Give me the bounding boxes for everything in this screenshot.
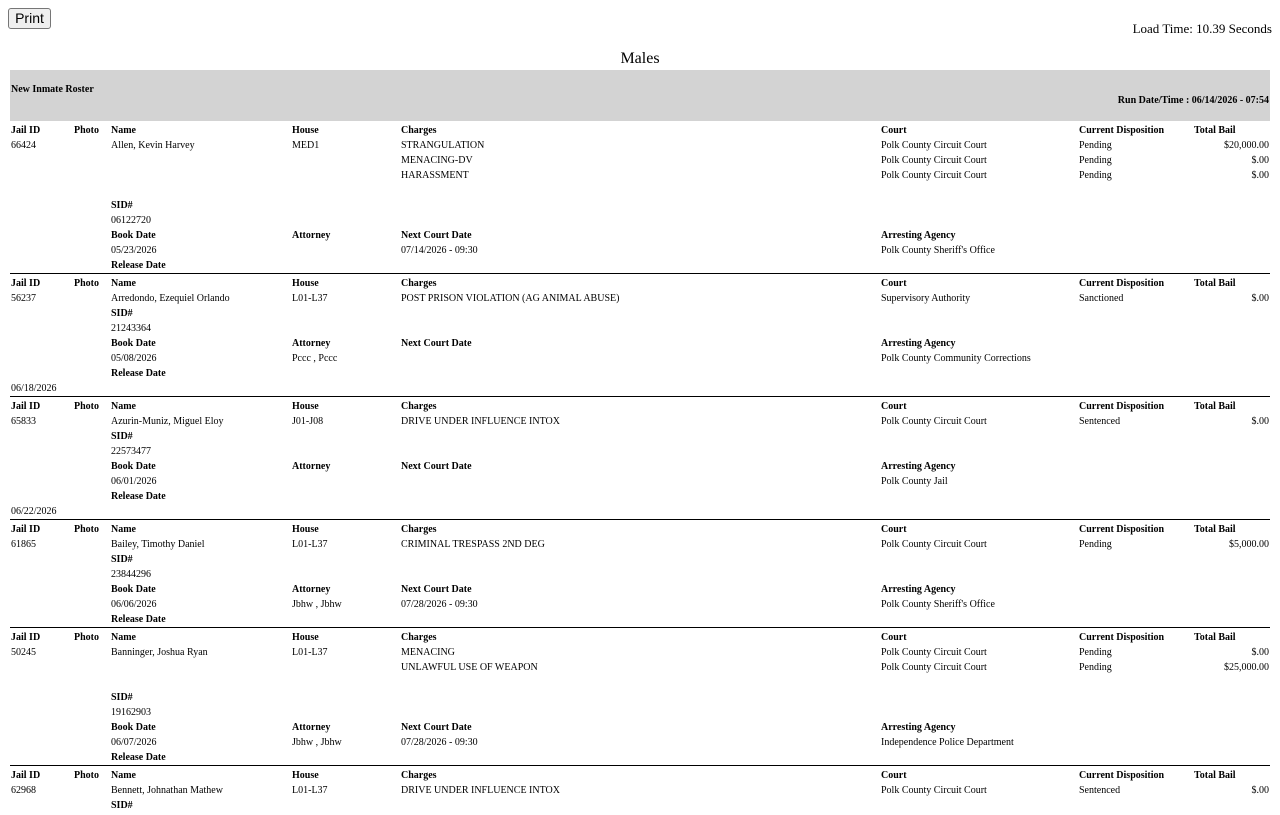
arresting-agency-header: Arresting Agency xyxy=(881,584,956,595)
sid: 21243364 xyxy=(111,323,151,334)
inmate-name: Bailey, Timothy Daniel xyxy=(111,539,205,550)
bail-amount: $25,000.00 xyxy=(1224,662,1269,673)
sid-header: SID# xyxy=(111,554,133,565)
release-date-header: Release Date xyxy=(111,614,166,625)
court-header: Court xyxy=(881,632,907,643)
charge: MENACING xyxy=(401,647,455,658)
court-header: Court xyxy=(881,278,907,289)
inmate-record xyxy=(10,627,1270,765)
arresting-agency: Polk County Sheriff's Office xyxy=(881,599,995,610)
next-court-date-header: Next Court Date xyxy=(401,584,472,595)
roster-title: New Inmate Roster xyxy=(11,84,94,95)
total-bail-header: Total Bail xyxy=(1194,632,1236,643)
arresting-agency-header: Arresting Agency xyxy=(881,230,956,241)
house: MED1 xyxy=(292,140,320,151)
jail-id-header: Jail ID xyxy=(11,524,41,535)
sid-header: SID# xyxy=(111,431,133,442)
house: L01-L37 xyxy=(292,647,328,658)
bail-amount: $.00 xyxy=(1251,170,1269,181)
arresting-agency: Independence Police Department xyxy=(881,737,1014,748)
charges-header: Charges xyxy=(401,524,437,535)
disposition: Sanctioned xyxy=(1079,293,1124,304)
inmate-name: Banninger, Joshua Ryan xyxy=(111,647,208,658)
house-header: House xyxy=(292,770,319,781)
inmate-name: Bennett, Johnathan Mathew xyxy=(111,785,223,796)
court: Polk County Circuit Court xyxy=(881,170,987,181)
photo-header: Photo xyxy=(74,770,99,781)
disposition: Pending xyxy=(1079,662,1112,673)
load-time: Load Time: 10.39 Seconds xyxy=(1132,21,1272,36)
attorney: Pccc , Pccc xyxy=(292,353,338,364)
arresting-agency-header: Arresting Agency xyxy=(881,722,956,733)
photo-header: Photo xyxy=(74,278,99,289)
charge: MENACING-DV xyxy=(401,155,473,166)
house-header: House xyxy=(292,401,319,412)
disposition: Pending xyxy=(1079,539,1112,550)
release-date: 06/18/2026 xyxy=(11,383,57,394)
court: Polk County Circuit Court xyxy=(881,539,987,550)
court: Polk County Circuit Court xyxy=(881,785,987,796)
sid-header: SID# xyxy=(111,200,133,211)
charge: CRIMINAL TRESPASS 2ND DEG xyxy=(401,539,545,550)
disposition-header: Current Disposition xyxy=(1079,770,1165,781)
next-court-date-header: Next Court Date xyxy=(401,461,472,472)
jail-id: 65833 xyxy=(11,416,36,427)
house: L01-L37 xyxy=(292,539,328,550)
total-bail-header: Total Bail xyxy=(1194,278,1236,289)
disposition-header: Current Disposition xyxy=(1079,632,1165,643)
bail-amount: $.00 xyxy=(1251,416,1269,427)
disposition: Pending xyxy=(1079,155,1112,166)
photo-header: Photo xyxy=(74,401,99,412)
charges-header: Charges xyxy=(401,632,437,643)
book-date-header: Book Date xyxy=(111,230,156,241)
jail-id-header: Jail ID xyxy=(11,125,41,136)
court-header: Court xyxy=(881,770,907,781)
arresting-agency: Polk County Community Corrections xyxy=(881,353,1031,364)
charge: HARASSMENT xyxy=(401,170,469,181)
bail-amount: $.00 xyxy=(1251,647,1269,658)
disposition: Pending xyxy=(1079,647,1112,658)
bail-amount: $.00 xyxy=(1251,785,1269,796)
release-date-header: Release Date xyxy=(111,752,166,763)
arresting-agency-header: Arresting Agency xyxy=(881,461,956,472)
next-court-date-header: Next Court Date xyxy=(401,722,472,733)
house: L01-L37 xyxy=(292,785,328,796)
attorney-header: Attorney xyxy=(292,722,331,733)
charge: DRIVE UNDER INFLUENCE INTOX xyxy=(401,416,560,427)
run-date-time xyxy=(1118,95,1269,106)
house: J01-J08 xyxy=(292,416,324,427)
name-header: Name xyxy=(111,278,136,289)
charges-header: Charges xyxy=(401,770,437,781)
book-date-header: Book Date xyxy=(111,584,156,595)
inmate-record xyxy=(10,519,1270,627)
release-date-header: Release Date xyxy=(111,260,166,271)
next-court-date: 07/28/2026 - 09:30 xyxy=(401,737,478,748)
book-date-header: Book Date xyxy=(111,338,156,349)
charge: DRIVE UNDER INFLUENCE INTOX xyxy=(401,785,560,796)
page-title: Males xyxy=(620,50,660,67)
book-date: 06/06/2026 xyxy=(111,599,157,610)
court: Polk County Circuit Court xyxy=(881,155,987,166)
sid-header: SID# xyxy=(111,692,133,703)
photo-header: Photo xyxy=(74,125,99,136)
attorney-header: Attorney xyxy=(292,338,331,349)
photo-header: Photo xyxy=(74,524,99,535)
total-bail-header: Total Bail xyxy=(1194,524,1236,535)
inmate-record xyxy=(10,273,1270,396)
name-header: Name xyxy=(111,125,136,136)
house-header: House xyxy=(292,125,319,136)
attorney-header: Attorney xyxy=(292,461,331,472)
roster-banner xyxy=(10,70,1270,121)
bail-amount: $20,000.00 xyxy=(1224,140,1269,151)
book-date: 06/07/2026 xyxy=(111,737,157,748)
charges-header: Charges xyxy=(401,278,437,289)
jail-id-header: Jail ID xyxy=(11,401,41,412)
name-header: Name xyxy=(111,632,136,643)
total-bail-header: Total Bail xyxy=(1194,401,1236,412)
jail-id-header: Jail ID xyxy=(11,770,41,781)
court: Supervisory Authority xyxy=(881,293,971,304)
book-date-header: Book Date xyxy=(111,461,156,472)
charges-header: Charges xyxy=(401,125,437,136)
court: Polk County Circuit Court xyxy=(881,662,987,673)
house-header: House xyxy=(292,524,319,535)
disposition: Pending xyxy=(1079,170,1112,181)
book-date-header: Book Date xyxy=(111,722,156,733)
inmate-record xyxy=(10,396,1270,519)
house: L01-L37 xyxy=(292,293,328,304)
disposition-header: Current Disposition xyxy=(1079,278,1165,289)
name-header: Name xyxy=(111,524,136,535)
next-court-date: 07/28/2026 - 09:30 xyxy=(401,599,478,610)
name-header: Name xyxy=(111,401,136,412)
jail-id: 56237 xyxy=(11,293,36,304)
court-header: Court xyxy=(881,125,907,136)
disposition: Sentenced xyxy=(1079,416,1121,427)
arresting-agency: Polk County Sheriff's Office xyxy=(881,245,995,256)
jail-id: 50245 xyxy=(11,647,36,658)
total-bail-header: Total Bail xyxy=(1194,125,1236,136)
charges-header: Charges xyxy=(401,401,437,412)
next-court-date: 07/14/2026 - 09:30 xyxy=(401,245,478,256)
sid: 23844296 xyxy=(111,569,151,580)
charge: POST PRISON VIOLATION (AG ANIMAL ABUSE) xyxy=(401,293,620,304)
photo-header: Photo xyxy=(74,632,99,643)
run-date-label: Run Date/Time : xyxy=(1117,95,1192,106)
arresting-agency: Polk County Jail xyxy=(881,476,948,487)
house-header: House xyxy=(292,278,319,289)
inmate-name: Allen, Kevin Harvey xyxy=(111,140,195,151)
next-court-date-header: Next Court Date xyxy=(401,338,472,349)
court: Polk County Circuit Court xyxy=(881,647,987,658)
jail-id: 61865 xyxy=(11,539,36,550)
attorney: Jbhw , Jbhw xyxy=(292,599,342,610)
sid: 06122720 xyxy=(111,215,151,226)
bail-amount: $5,000.00 xyxy=(1229,539,1269,550)
release-date: 06/22/2026 xyxy=(11,506,57,517)
jail-id: 62968 xyxy=(11,785,36,796)
inmate-record xyxy=(10,765,1270,815)
sid: 19162903 xyxy=(111,707,151,718)
sid-header: SID# xyxy=(111,308,133,319)
inmate-record xyxy=(10,121,1270,273)
jail-id-header: Jail ID xyxy=(11,632,41,643)
charge: STRANGULATION xyxy=(401,140,485,151)
attorney-header: Attorney xyxy=(292,230,331,241)
book-date: 06/01/2026 xyxy=(111,476,157,487)
total-bail-header: Total Bail xyxy=(1194,770,1236,781)
disposition: Sentenced xyxy=(1079,785,1121,796)
attorney: Jbhw , Jbhw xyxy=(292,737,342,748)
court: Polk County Circuit Court xyxy=(881,416,987,427)
bail-amount: $.00 xyxy=(1251,155,1269,166)
inmate-name: Arredondo, Ezequiel Orlando xyxy=(111,293,230,304)
attorney-header: Attorney xyxy=(292,584,331,595)
print-button[interactable]: Print xyxy=(8,8,51,29)
disposition-header: Current Disposition xyxy=(1079,524,1165,535)
disposition-header: Current Disposition xyxy=(1079,401,1165,412)
court-header: Court xyxy=(881,401,907,412)
bail-amount: $.00 xyxy=(1251,293,1269,304)
house-header: House xyxy=(292,632,319,643)
court-header: Court xyxy=(881,524,907,535)
arresting-agency-header: Arresting Agency xyxy=(881,338,956,349)
book-date: 05/08/2026 xyxy=(111,353,157,364)
court: Polk County Circuit Court xyxy=(881,140,987,151)
release-date-header: Release Date xyxy=(111,368,166,379)
inmate-name: Azurin-Muniz, Miguel Eloy xyxy=(111,416,224,427)
name-header: Name xyxy=(111,770,136,781)
next-court-date-header: Next Court Date xyxy=(401,230,472,241)
disposition-header: Current Disposition xyxy=(1079,125,1165,136)
sid-header: SID# xyxy=(111,800,133,811)
charge: UNLAWFUL USE OF WEAPON xyxy=(401,662,538,673)
jail-id-header: Jail ID xyxy=(11,278,41,289)
disposition: Pending xyxy=(1079,140,1112,151)
release-date-header: Release Date xyxy=(111,491,166,502)
jail-id: 66424 xyxy=(11,140,36,151)
sid: 22573477 xyxy=(111,446,151,457)
book-date: 05/23/2026 xyxy=(111,245,157,256)
run-date-value: 06/14/2026 - 07:54 xyxy=(1191,95,1269,106)
inmate-roster xyxy=(10,121,1270,815)
